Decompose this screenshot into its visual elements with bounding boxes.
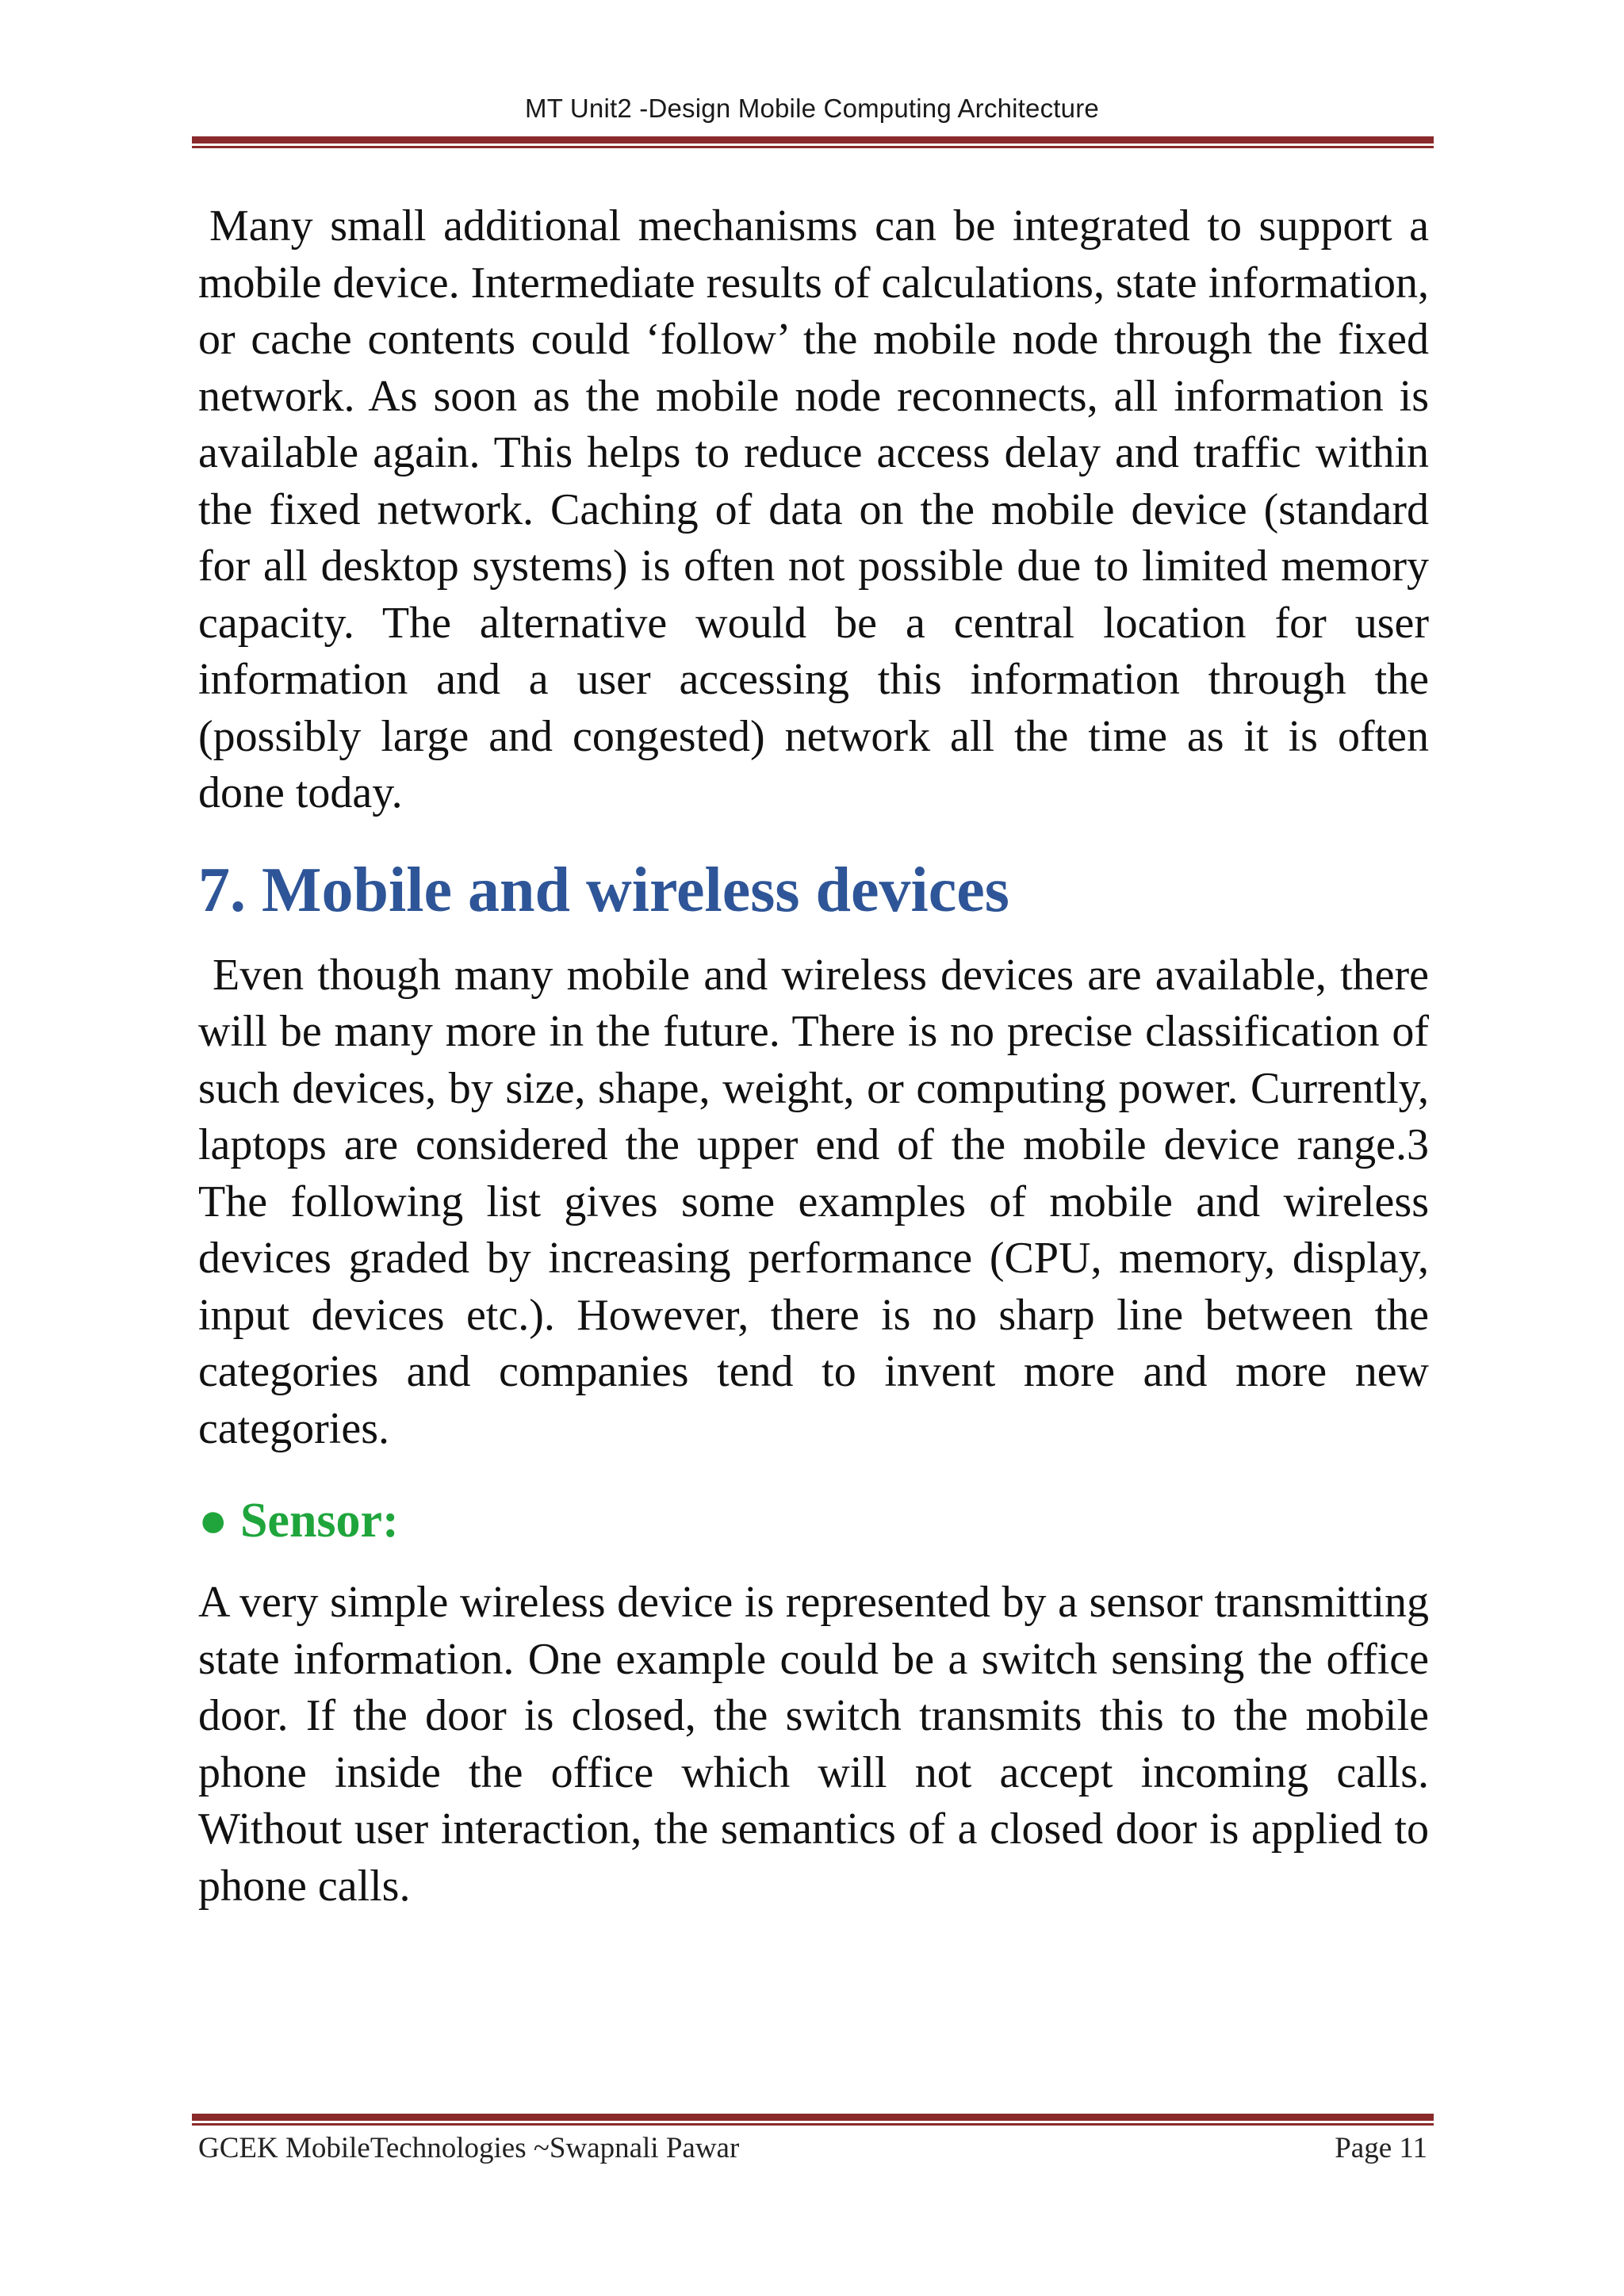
sensor-heading: ● Sensor: (198, 1494, 399, 1548)
page-content (198, 198, 1429, 1915)
footer-author: GCEK MobileTechnologies ~Swapnali Pawar (198, 2132, 740, 2164)
section-heading: 7. Mobile and wireless devices (198, 855, 1009, 925)
intro-paragraph: Many small additional mechanisms can be integrated to support a mobile device. Intermediate results of calculations, state information, or cache contents could ‘follow’ the mobile node through the fixed network. As soon as the mobile node reconnects, all information is available again. This helps to reduce access delay and traffic within the fixed network. Caching of data on the mobile device (standard for all desktop systems) is often not possible due to limited memory capacity. The alternative would be a central location for user information and a user accessing this information through the (possibly large and congested) network all the time as it is often done today. (198, 201, 1429, 817)
page-header-title: MT Unit2 -Design Mobile Computing Architecture (525, 94, 1099, 123)
footer-rule-thick (192, 2114, 1434, 2121)
footer-rule-thin (192, 2123, 1434, 2126)
sensor-paragraph: A very simple wireless device is represented by a sensor transmitting state information. One example could be a switch sensing the office door. If the door is closed, the switch transmits this to the mobile phone inside the office which will not accept incoming calls. Without user interaction, the semantics of a closed door is applied to phone calls. (198, 1578, 1429, 1911)
header-rule (192, 136, 1434, 148)
footer-rule (192, 2114, 1434, 2126)
section-paragraph: Even though many mobile and wireless devices are available, there will be many more in the future. There is no precise classification of such devices, by size, shape, weight, or computing power. Currently, laptops are considered the upper end of the mobile device range.3 The following list gives some examples of mobile and wireless devices graded by increasing performance (CPU, memory, display, input devices etc.). However, there is no sharp line between the categories and companies tend to invent more and more new categories. (198, 950, 1429, 1453)
header-rule-thick (192, 136, 1434, 144)
footer-page-number: Page 11 (1335, 2132, 1427, 2164)
header-rule-thin (192, 146, 1434, 148)
